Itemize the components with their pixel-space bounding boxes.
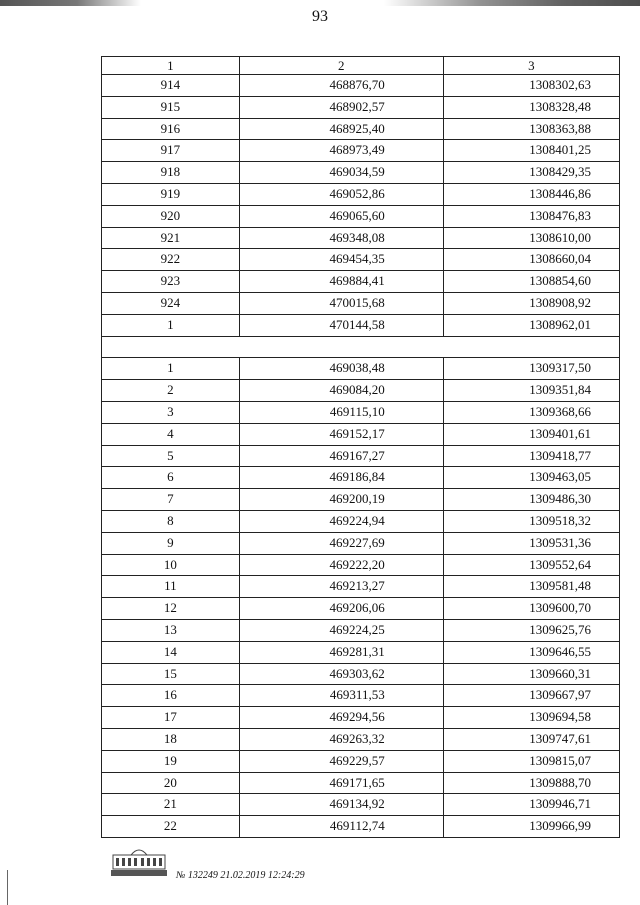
- table-row: [102, 619, 620, 641]
- y-coordinate-cell: 1308962,01: [443, 314, 619, 336]
- x-coordinate-cell: 469884,41: [239, 271, 443, 293]
- point-number-cell: 8: [102, 510, 240, 532]
- table-row: [102, 532, 620, 554]
- x-coordinate-cell: 469186,84: [239, 467, 443, 489]
- table-row: [102, 576, 620, 598]
- point-number-cell: 5: [102, 445, 240, 467]
- point-number-cell: 9: [102, 532, 240, 554]
- x-coordinate-cell: 468876,70: [239, 75, 443, 97]
- point-number-cell: 6: [102, 467, 240, 489]
- table-row: [102, 96, 620, 118]
- x-coordinate-cell: 469167,27: [239, 445, 443, 467]
- header-cell: 2: [239, 57, 443, 75]
- y-coordinate-cell: 1308610,00: [443, 227, 619, 249]
- y-coordinate-cell: 1309581,48: [443, 576, 619, 598]
- point-number-cell: 915: [102, 96, 240, 118]
- point-number-cell: 2: [102, 380, 240, 402]
- table-header-row: [102, 57, 620, 75]
- table-row: [102, 423, 620, 445]
- x-coordinate-cell: 469084,20: [239, 380, 443, 402]
- x-coordinate-cell: 469303,62: [239, 663, 443, 685]
- point-number-cell: 918: [102, 162, 240, 184]
- y-coordinate-cell: 1309418,77: [443, 445, 619, 467]
- y-coordinate-cell: 1309747,61: [443, 728, 619, 750]
- y-coordinate-cell: 1309368,66: [443, 401, 619, 423]
- stamp-label-bar: [111, 870, 167, 876]
- x-coordinate-cell: 469038,48: [239, 358, 443, 380]
- header-cell: 1: [102, 57, 240, 75]
- y-coordinate-cell: 1309966,99: [443, 816, 619, 838]
- y-coordinate-cell: 1308302,63: [443, 75, 619, 97]
- table-row: [102, 183, 620, 205]
- y-coordinate-cell: 1308854,60: [443, 271, 619, 293]
- x-coordinate-cell: 468902,57: [239, 96, 443, 118]
- x-coordinate-cell: 468925,40: [239, 118, 443, 140]
- separator-cell: [102, 336, 620, 358]
- point-number-cell: 923: [102, 271, 240, 293]
- table-row: [102, 401, 620, 423]
- y-coordinate-cell: 1309486,30: [443, 489, 619, 511]
- x-coordinate-cell: 469052,86: [239, 183, 443, 205]
- section-separator-row: [102, 336, 620, 358]
- point-number-cell: 919: [102, 183, 240, 205]
- point-number-cell: 1: [102, 358, 240, 380]
- y-coordinate-cell: 1308429,35: [443, 162, 619, 184]
- table-row: [102, 292, 620, 314]
- table-row: [102, 249, 620, 271]
- building-stamp-icon: [111, 843, 167, 871]
- point-number-cell: 17: [102, 707, 240, 729]
- point-number-cell: 14: [102, 641, 240, 663]
- point-number-cell: 12: [102, 598, 240, 620]
- point-number-cell: 13: [102, 619, 240, 641]
- margin-mark: [7, 870, 8, 905]
- x-coordinate-cell: 469171,65: [239, 772, 443, 794]
- table-row: [102, 489, 620, 511]
- point-number-cell: 16: [102, 685, 240, 707]
- table-row: [102, 707, 620, 729]
- y-coordinate-cell: 1309463,05: [443, 467, 619, 489]
- point-number-cell: 1: [102, 314, 240, 336]
- table-row: [102, 685, 620, 707]
- scan-edge: [0, 0, 640, 6]
- x-coordinate-cell: 469281,31: [239, 641, 443, 663]
- y-coordinate-cell: 1309660,31: [443, 663, 619, 685]
- y-coordinate-cell: 1308908,92: [443, 292, 619, 314]
- point-number-cell: 916: [102, 118, 240, 140]
- x-coordinate-cell: 469112,74: [239, 816, 443, 838]
- x-coordinate-cell: 469206,06: [239, 598, 443, 620]
- x-coordinate-cell: 469224,25: [239, 619, 443, 641]
- x-coordinate-cell: 469263,32: [239, 728, 443, 750]
- point-number-cell: 11: [102, 576, 240, 598]
- point-number-cell: 20: [102, 772, 240, 794]
- table-row: [102, 162, 620, 184]
- x-coordinate-cell: 468973,49: [239, 140, 443, 162]
- table-row: [102, 75, 620, 97]
- point-number-cell: 22: [102, 816, 240, 838]
- y-coordinate-cell: 1309815,07: [443, 750, 619, 772]
- y-coordinate-cell: 1309946,71: [443, 794, 619, 816]
- y-coordinate-cell: 1308660,04: [443, 249, 619, 271]
- y-coordinate-cell: 1308446,86: [443, 183, 619, 205]
- point-number-cell: 922: [102, 249, 240, 271]
- point-number-cell: 10: [102, 554, 240, 576]
- table-row: [102, 271, 620, 293]
- point-number-cell: 19: [102, 750, 240, 772]
- y-coordinate-cell: 1308363,88: [443, 118, 619, 140]
- y-coordinate-cell: 1309531,36: [443, 532, 619, 554]
- page-number: 93: [312, 8, 328, 25]
- point-number-cell: 18: [102, 728, 240, 750]
- y-coordinate-cell: 1309317,50: [443, 358, 619, 380]
- coordinates-table: [101, 56, 620, 838]
- x-coordinate-cell: 469152,17: [239, 423, 443, 445]
- table-row: [102, 445, 620, 467]
- table-row: [102, 728, 620, 750]
- x-coordinate-cell: 469454,35: [239, 249, 443, 271]
- y-coordinate-cell: 1308328,48: [443, 96, 619, 118]
- table-row: [102, 663, 620, 685]
- x-coordinate-cell: 470015,68: [239, 292, 443, 314]
- x-coordinate-cell: 469134,92: [239, 794, 443, 816]
- table-row: [102, 140, 620, 162]
- table-row: [102, 772, 620, 794]
- x-coordinate-cell: 469229,57: [239, 750, 443, 772]
- x-coordinate-cell: 469348,08: [239, 227, 443, 249]
- table-row: [102, 816, 620, 838]
- table-row: [102, 641, 620, 663]
- point-number-cell: 924: [102, 292, 240, 314]
- x-coordinate-cell: 469224,94: [239, 510, 443, 532]
- point-number-cell: 921: [102, 227, 240, 249]
- table-row: [102, 118, 620, 140]
- x-coordinate-cell: 469294,56: [239, 707, 443, 729]
- y-coordinate-cell: 1309625,76: [443, 619, 619, 641]
- y-coordinate-cell: 1309888,70: [443, 772, 619, 794]
- x-coordinate-cell: 470144,58: [239, 314, 443, 336]
- table-row: [102, 598, 620, 620]
- table-row: [102, 794, 620, 816]
- y-coordinate-cell: 1309646,55: [443, 641, 619, 663]
- point-number-cell: 15: [102, 663, 240, 685]
- table-row: [102, 205, 620, 227]
- x-coordinate-cell: 469200,19: [239, 489, 443, 511]
- point-number-cell: 21: [102, 794, 240, 816]
- point-number-cell: 920: [102, 205, 240, 227]
- header-cell: 3: [443, 57, 619, 75]
- y-coordinate-cell: 1309694,58: [443, 707, 619, 729]
- x-coordinate-cell: 469034,59: [239, 162, 443, 184]
- point-number-cell: 4: [102, 423, 240, 445]
- table-row: [102, 554, 620, 576]
- table-row: [102, 314, 620, 336]
- x-coordinate-cell: 469115,10: [239, 401, 443, 423]
- point-number-cell: 7: [102, 489, 240, 511]
- x-coordinate-cell: 469065,60: [239, 205, 443, 227]
- registration-stamp: № 132249 21.02.2019 12:24:29: [176, 870, 305, 881]
- table-row: [102, 510, 620, 532]
- point-number-cell: 914: [102, 75, 240, 97]
- y-coordinate-cell: 1309600,70: [443, 598, 619, 620]
- table-row: [102, 750, 620, 772]
- x-coordinate-cell: 469227,69: [239, 532, 443, 554]
- x-coordinate-cell: 469311,53: [239, 685, 443, 707]
- table-row: [102, 227, 620, 249]
- y-coordinate-cell: 1309351,84: [443, 380, 619, 402]
- y-coordinate-cell: 1309552,64: [443, 554, 619, 576]
- table-row: [102, 358, 620, 380]
- point-number-cell: 3: [102, 401, 240, 423]
- table-row: [102, 467, 620, 489]
- y-coordinate-cell: 1308476,83: [443, 205, 619, 227]
- table-row: [102, 380, 620, 402]
- y-coordinate-cell: 1309518,32: [443, 510, 619, 532]
- y-coordinate-cell: 1308401,25: [443, 140, 619, 162]
- point-number-cell: 917: [102, 140, 240, 162]
- y-coordinate-cell: 1309401,61: [443, 423, 619, 445]
- x-coordinate-cell: 469213,27: [239, 576, 443, 598]
- y-coordinate-cell: 1309667,97: [443, 685, 619, 707]
- x-coordinate-cell: 469222,20: [239, 554, 443, 576]
